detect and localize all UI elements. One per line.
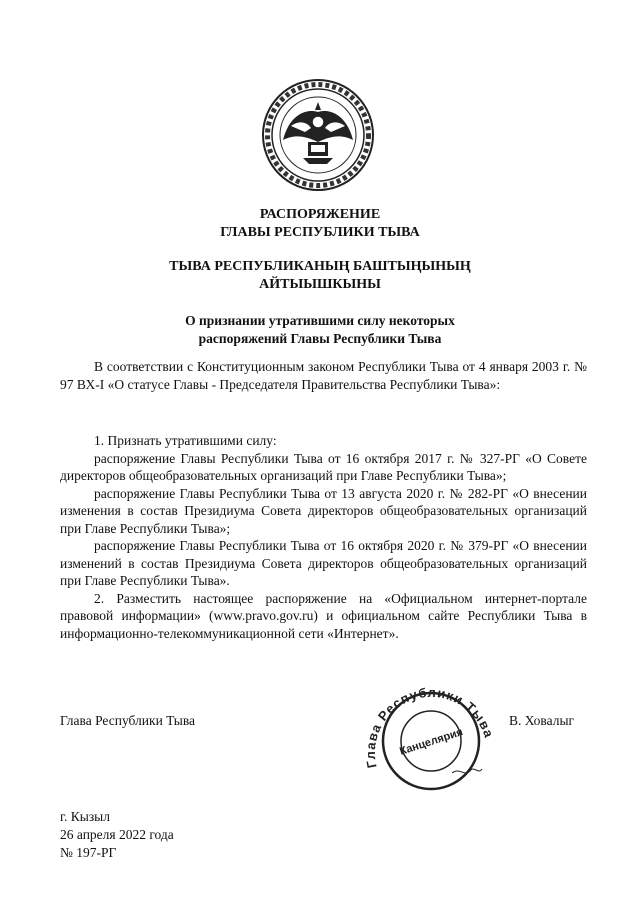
document-title-tuvan	[0, 258, 640, 294]
document-subject	[0, 312, 640, 348]
title-line-1: РАСПОРЯЖЕНИЕ	[259, 207, 381, 222]
item-2: 2. Разместить настоящее распоряжение на «Официальном интернет-портале правовой информации» (www.pravo.gov.ru) и официальном сайте Республики Тыва в информационно-телекоммуникационной сети «Интернет».	[60, 590, 587, 641]
item-1-c: распоряжение Главы Республики Тыва от 16 октября 2020 г. № 379-РГ «О внесении изменений в состав Президиума Совета директоров общеобразовательных организаций при Главе Республики Тыва».	[60, 538, 587, 588]
intro-paragraph-block	[60, 358, 587, 393]
document-title	[0, 206, 640, 242]
chancellery-stamp	[356, 679, 504, 791]
stamp-center-text: Канцелярия	[398, 726, 465, 758]
stamp-ring-text: Глава Республики Тыва	[362, 684, 497, 770]
signatory-name: В. Ховалыг	[509, 713, 575, 728]
item-1-b: распоряжение Главы Республики Тыва от 13 августа 2020 г. № 282-РГ «О внесении изменения в состав Президиума Совета директоров общеобразовательных организаций при Главе Республики Тыва»;	[60, 485, 587, 536]
intro-paragraph: В соответствии с Конституционным законом Республики Тыва от 4 января 2003 г. № 97 ВХ-I «О статусе Главы - Председателя Правительства Республики Тыва»:	[60, 359, 587, 392]
footer-city: г. Кызыл	[60, 809, 110, 824]
tuvan-title-line-2: АЙТЫЫШКЫНЫ	[259, 277, 381, 292]
tuva-coat-of-arms-icon	[261, 78, 375, 192]
subject-line-1: О признании утратившими силу некоторых	[185, 313, 455, 328]
item-1-a: распоряжение Главы Республики Тыва от 16 октября 2017 г. № 327-РГ «О Совете директоров общеобразовательных организаций при Главе Республики Тыва»;	[60, 450, 587, 483]
footer-date: 26 апреля 2022 года	[60, 827, 174, 842]
tuvan-title-line-1: ТЫВА РЕСПУБЛИКАНЫҢ БАШТЫҢЫНЫҢ	[169, 259, 471, 274]
footer-number: № 197-РГ	[60, 845, 117, 860]
signatory-position: Глава Республики Тыва	[60, 713, 196, 728]
title-line-2: ГЛАВЫ РЕСПУБЛИКИ ТЫВА	[220, 225, 420, 240]
decree-items	[60, 432, 587, 642]
document-footer	[60, 808, 174, 862]
item-1-heading: 1. Признать утратившими силу:	[94, 433, 277, 448]
subject-line-2: распоряжений Главы Республики Тыва	[198, 331, 442, 346]
